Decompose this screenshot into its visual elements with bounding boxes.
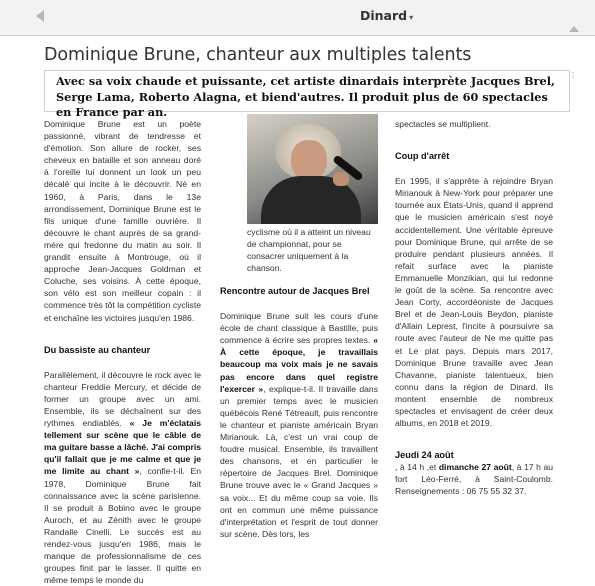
quote-voix: « À cette époque, je travaillais beaucoup ma voix mais je ne savais pas encore dans quel registre l'exercer » bbox=[220, 335, 378, 394]
paragraph-coup-arret: En 1995, il s'apprête à rejoindre Bryan Mirianouk à New-York pour préparer une tournée aux États-Unis, quand il apprend que le musicien américain s'est noyé accidentellement. Une véritable épreuve pour Dominique Brune, qui arrête de se produire pendant plusieurs années. Il refait surface avec la pianiste Emmanuelle Monzikian, qui lui redonne le goût de la scène. Sa rencontre avec Jean Corty, accordéoniste de Jacques Brel et de Jean-Louis Beydon, pianiste d'Allain Leprest, l'incite à poursuivre sa route avec l'auteur de Ne me quitte pas et Le plat pays. Depuis mars 2017, Dominique Brune travaille avec Jean Chavanne, pianiste talentueux, bien connu dans la région de Dinard. Ils montent ensemble de nombreux spectacles et envisagent de créer deux albums, en 2018 et 2019. bbox=[395, 176, 553, 429]
paragraph-brel bbox=[220, 310, 378, 540]
scroll-up-icon[interactable] bbox=[569, 26, 579, 32]
subheading-rencontre: Rencontre autour de Jacques Brel bbox=[220, 286, 370, 296]
paragraph-rock bbox=[44, 369, 201, 586]
subheading-coup-arret: Coup d'arrêt bbox=[395, 151, 450, 162]
section-label: Dinard bbox=[360, 8, 408, 23]
article-column-2 bbox=[220, 285, 378, 540]
paragraph-brel-text-2: , explique-t-il. Il travaille dans un premier temps avec le musicien québécois René Tétreault, puis rencontre le chanteur et pianiste américain Bryan Mirianouk. Là, c'est un vrai coup de foudre musical. Ensemble, ils travaillent des chansons, et en particulier le répertoire de Jacques Brel. Dominique Brune trouve avec le « Grand Jacques » sa voix... Et du même coup sa voie. Ils ont en commun une même puissance d'interprétation et l'esprit de tout donner sur scène. Dès lors, les bbox=[220, 383, 378, 539]
paragraph-brel-text: Dominique Brune suit les cours d'une école de chant classique à Bastille, puis commence à écrire ses propres textes. bbox=[220, 311, 378, 346]
section-menu[interactable] bbox=[360, 8, 413, 23]
article-lead: Avec sa voix chaude et puissante, cet artiste dinardais interprète Jacques Brel, Serge Lama, Roberto Alagna, et biend'autres. Il produit plus de 60 spectacles en France par an. bbox=[56, 74, 555, 119]
subheading-bassiste: Du bassiste au chanteur bbox=[44, 344, 151, 355]
subheading-dates: Jeudi 24 août bbox=[395, 450, 454, 461]
article-column-1 bbox=[44, 118, 201, 586]
dates-text-1: , à 14 h ,et bbox=[395, 462, 439, 473]
top-bar bbox=[0, 0, 595, 36]
date-dimanche: dimanche 27 août bbox=[438, 462, 512, 473]
dates-text-2: , à 17 h au fort Léo-Ferré, à Saint-Coulomb. Renseignements : 06 75 55 32 37. bbox=[395, 462, 553, 497]
artist-photo bbox=[247, 114, 378, 224]
more-options-icon[interactable]: ⋮ bbox=[569, 71, 577, 80]
article-column-3 bbox=[395, 118, 553, 498]
article-headline: Dominique Brune, chanteur aux multiples talents bbox=[44, 45, 472, 65]
paragraph-dates bbox=[395, 461, 553, 497]
chevron-down-icon: ▾ bbox=[409, 13, 414, 22]
paragraph-rock-text-2: , confie-t-il. En 1978, Dominique Brune fait connaissance avec la scène parisienne. Il se produit à Bobino avec le groupe Auroch, et au Zénith avec le groupe Randalle Cinelli. Le succès est au rendez-vous jusqu'en 1986, mais le manque de professionnalisme de ces groupes finit par le lasser. Il quitte en même temps le monde du bbox=[44, 466, 201, 586]
quote-guitare: « Je m'éclatais tellement sur scène que le câble de ma guitare basse a lâché. J'ai compris qu'il fallait que je me calme et que je me limite au chant » bbox=[44, 418, 201, 477]
previous-page-arrow-icon[interactable] bbox=[36, 10, 44, 22]
paragraph-intro: Dominique Brune est un poète passionné, vibrant de tendresse et d'émotion. Son allure de rocker, ses cheveux en bataille et son anneau doré à l'oreille lui donnent un look un peu décalé qui incite à le découvrir. Né en 1960, à Paris, dans le 13e arrondissement, Dominique Brune est le fils unique d'une famille ouvrière. Il découvre le chant auprès de sa grand-mère qui fredonne du matin au soir. Il grandit ensuite à Montrouge, où il approche Jean-Jacques Goldman et Coluche, ses voisins. À cette époque, son vélo est son meilleur copain : il commence très tôt la compétition cycliste et enchaîne les victoires jusqu'en 1986. bbox=[44, 119, 201, 323]
paragraph-spectacles: spectacles se multiplient. bbox=[395, 119, 491, 129]
paragraph-cyclisme: cyclisme où il a atteint un niveau de championnat, pour se consacrer uniquement à la chanson. bbox=[247, 227, 371, 274]
lead-box bbox=[44, 70, 577, 119]
paragraph-rock-text: Parallèlement, il découvre le rock avec le chanteur Freddie Mercury, et décide de former un groupe avec un ami. Ensemble, ils se déchaînent sur des rythmes endiablés. bbox=[44, 369, 201, 429]
